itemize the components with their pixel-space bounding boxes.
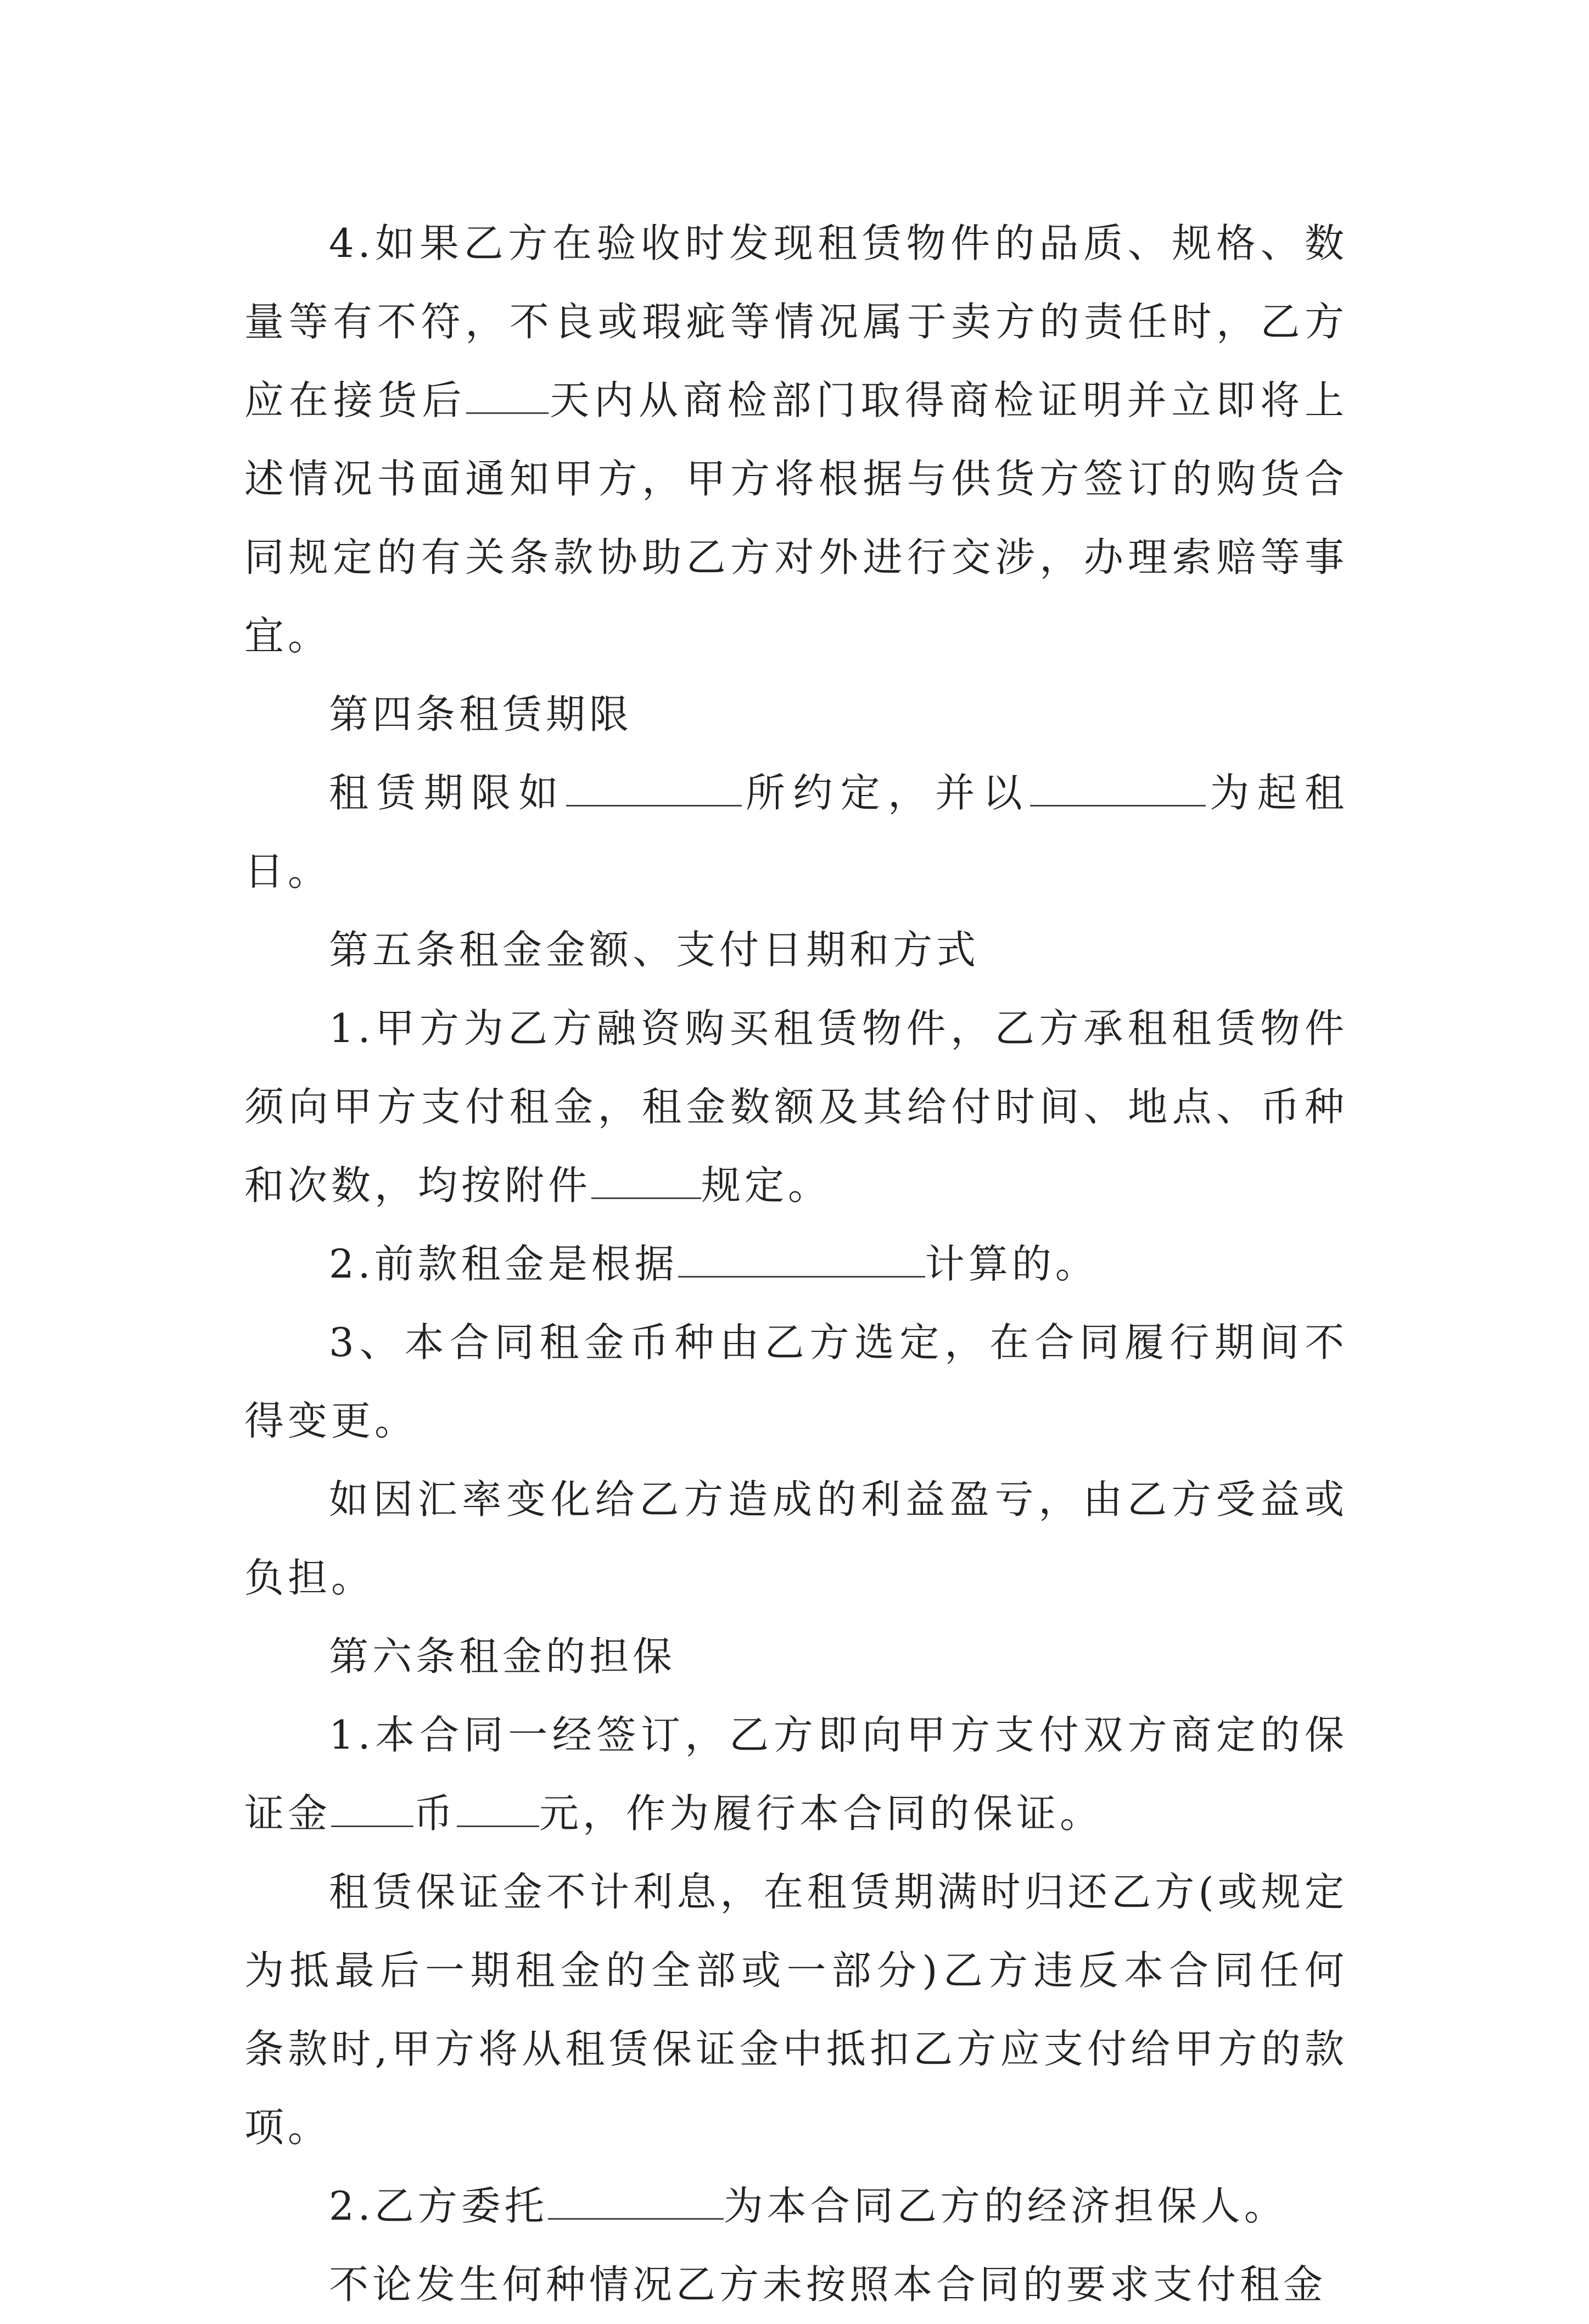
blank-line-guarantor (548, 2185, 724, 2220)
text-segment: 规定。 (701, 1162, 832, 1208)
article-4-heading: 第四条租赁期限 (329, 691, 633, 737)
text-segment: 元，作为履行本合同的保证。 (539, 1790, 1104, 1836)
blank-line-currency (331, 1793, 413, 1827)
default-paragraph: 不论发生何种情况乙方未按照本合同的要求支付租金 (329, 2261, 1327, 2308)
text-segment: 为本合同乙方的经济担保人。 (723, 2183, 1288, 2229)
text-segment: 天内从商检部门取得商检证明并立即将上述情况书面通知甲方，甲方将根据与供货方签订的购货合同规定的有关条款协助乙方对外进行交涉，办理索赔等事宜。 (244, 377, 1348, 659)
blank-line-amount (457, 1793, 539, 1827)
text-segment: 计算的。 (925, 1241, 1099, 1287)
rent-payment-paragraph (244, 989, 1348, 1225)
lease-term-paragraph (244, 754, 1348, 911)
article-6-heading: 第六条租金的担保 (329, 1633, 676, 1679)
blank-line-basis (678, 1243, 925, 1278)
text-segment: 2.前款租金是根据 (329, 1241, 678, 1287)
clause-inspection-paragraph (244, 204, 1348, 675)
text-segment: 1.本合同一经签订，乙方即向甲方支付双方商定的保证金 (244, 1712, 1348, 1836)
blank-line-annex (591, 1164, 701, 1199)
rent-basis-paragraph (244, 1225, 1348, 1303)
deposit-paragraph (244, 1696, 1348, 1853)
text-segment: 币 (413, 1790, 457, 1836)
blank-line-term (566, 772, 742, 807)
text-segment: 所约定，并以 (741, 770, 1030, 816)
guarantor-paragraph (244, 2167, 1348, 2245)
deposit-interest-paragraph: 租赁保证金不计利息，在租赁期满时归还乙方(或规定为抵最后一期租金的全部或一部分)乙方违反本合同任何条款时,甲方将从租赁保证金中抵扣乙方应支付给甲方的款项。 (244, 1869, 1348, 2151)
text-segment: 1.甲方为乙方融资购买租赁物件，乙方承租租赁物件须向甲方支付租金，租金数额及其给付时间、地点、币种和次数，均按附件 (244, 1005, 1348, 1208)
text-segment: 2.乙方委托 (329, 2183, 548, 2229)
blank-line-days (466, 379, 549, 414)
article-5-heading: 第五条租金金额、支付日期和方式 (329, 927, 980, 973)
exchange-rate-paragraph: 如因汇率变化给乙方造成的利益盈亏，由乙方受益或负担。 (244, 1476, 1348, 1601)
document-body (244, 204, 1348, 2324)
text-segment: 租赁期限如 (329, 770, 566, 816)
currency-paragraph: 3、本合同租金币种由乙方选定，在合同履行期间不得变更。 (244, 1319, 1348, 1444)
blank-line-start-date (1030, 772, 1206, 807)
text-segment: 为起租日。 (244, 770, 1348, 894)
text-segment: 4.如果乙方在验收时发现租赁物件的品质、规格、数量等有不符，不良或瑕疵等情况属于卖方的责任时，乙方应在接货后 (244, 220, 1348, 423)
